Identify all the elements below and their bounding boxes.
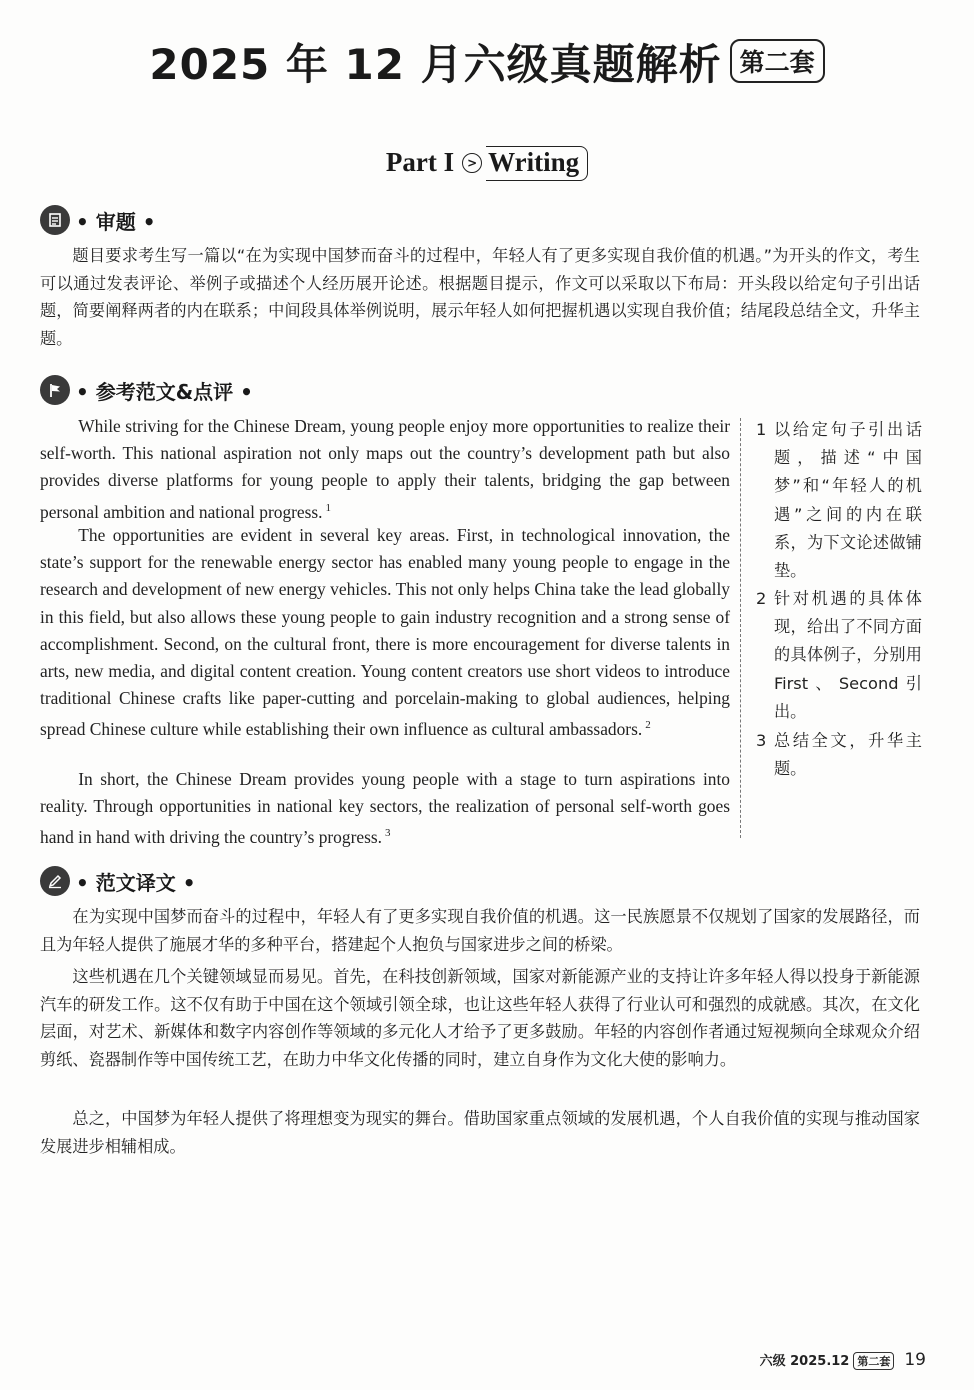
- essay-paragraph-1: While striving for the Chinese Dream, young people enjoy more opportunities to realize their self-worth. This national aspiration not only maps out the country’s development path but also provides diverse platforms for young people to apply their talents, bridging the gap between personal ambition and national progress. $^1$: [40, 416, 730, 522]
- part-label: Part I: [385, 147, 455, 177]
- translation-paragraph-3: 总之，中国梦为年轻人提供了将理想变为现实的舞台。借助国家重点领域的发展机遇，个人自我价值的实现与推动国家发展进步相辅相成。: [40, 1109, 920, 1156]
- title-main: 2025 年 12 月六级真题解析: [149, 40, 722, 89]
- note-text: 以给定句子引出话题，描述“中国梦”和“年轻人的机遇”之间的内在联系，为下文论述做铺垫。: [774, 420, 922, 581]
- note-text: 总结全文，升华主题。: [774, 731, 922, 779]
- part-name: Writing: [486, 146, 588, 181]
- notes-divider: [740, 418, 741, 838]
- note-number: 1: [756, 420, 767, 439]
- page-title: [0, 32, 974, 92]
- translation-heading-text: • 范文译文 •: [76, 870, 196, 895]
- sample-heading: [40, 373, 253, 407]
- note-1: [756, 416, 922, 585]
- translation-paragraph-1: 在为实现中国梦而奋斗的过程中，年轻人有了更多实现自我价值的机遇。这一民族愿景不仅规划了国家的发展路径，而且为年轻人提供了施展才华的多种平台，搭建起个人抱负与国家进步之间的桥梁。: [40, 907, 920, 954]
- sample-heading-text: • 参考范文&点评 •: [76, 379, 253, 404]
- edition-badge: 第二套: [730, 39, 825, 83]
- page-number: 19: [904, 1350, 926, 1370]
- pen-icon: [40, 866, 70, 896]
- translation-heading: [40, 864, 196, 898]
- page-footer: [760, 1350, 926, 1370]
- footer-edition: 第二套: [853, 1352, 894, 1370]
- essay-note-marker-1: 1: [325, 501, 332, 514]
- note-number: 2: [756, 589, 767, 608]
- essay-paragraph-2: The opportunities are evident in several key areas. First, in technological innovation, the state’s support for the renewable energy sector has enabled many young people to engage in the research and development of new energy vehicles. This not only helps China take the lead globally in this field, but also allows these young people to gain industry recognition and a strong sense of accomplishment. Second, on the cultural front, there is more encouragement for diverse talents in arts, new media, and digital content creation. Young content creators use short videos to introduce traditional Chinese crafts like paper-cutting and porcelain-making to global audiences, helping spread Chinese culture while establishing their own influence as cultural ambassadors. $^2$: [40, 525, 730, 740]
- note-text: 针对机遇的具体体现，给出了不同方面的具体例子，分别用First、Second引出。: [774, 589, 922, 721]
- note-3: [756, 727, 922, 783]
- note-2: [756, 585, 922, 726]
- translation-paragraph-2: 这些机遇在几个关键领域显而易见。首先，在科技创新领域，国家对新能源产业的支持让许多年轻人得以投身于新能源汽车的研发工作。这不仅有助于中国在这个领域引领全球，也让这些年轻人获得了行业认可和强烈的成就感。其次，在文化层面，对艺术、新媒体和数字内容创作等领域的多元化人才给予了更多鼓励。年轻的内容创作者通过短视频向全球观众介绍剪纸、瓷器制作等中国传统工艺，在助力中华文化传播的同时，建立自身作为文化大使的影响力。: [40, 967, 920, 1069]
- note-number: 3: [756, 731, 767, 750]
- analysis-heading-text: • 审题 •: [76, 209, 156, 234]
- footer-label: 六级 2025.12: [759, 1354, 850, 1369]
- analysis-heading: [40, 203, 156, 237]
- essay-note-marker-2: 2: [645, 719, 651, 732]
- essay-note-marker-3: 3: [384, 827, 391, 840]
- essay-paragraph-3: In short, the Chinese Dream provides young people with a stage to turn aspirations into reality. Through opportunities in national key sectors, the realization of personal self-worth goes hand in hand with driving the country’s progress. $^3$: [40, 769, 730, 848]
- flag-icon: [40, 375, 70, 405]
- analysis-text: 题目要求考生写一篇以“在为实现中国梦而奋斗的过程中，年轻人有了更多实现自我价值的机遇。”为开头的作文，考生可以通过发表评论、举例子或描述个人经历展开论述。根据题目提示，作文可以采取以下布局：开头段以给定句子引出话题，简要阐释两者的内在联系；中间段具体举例说明，展示年轻人如何把握机遇以实现自我价值；结尾段总结全文，升华主题。: [40, 246, 920, 348]
- chevron-right-icon: >: [462, 153, 482, 173]
- part-heading: [0, 146, 974, 181]
- document-icon: [40, 205, 70, 235]
